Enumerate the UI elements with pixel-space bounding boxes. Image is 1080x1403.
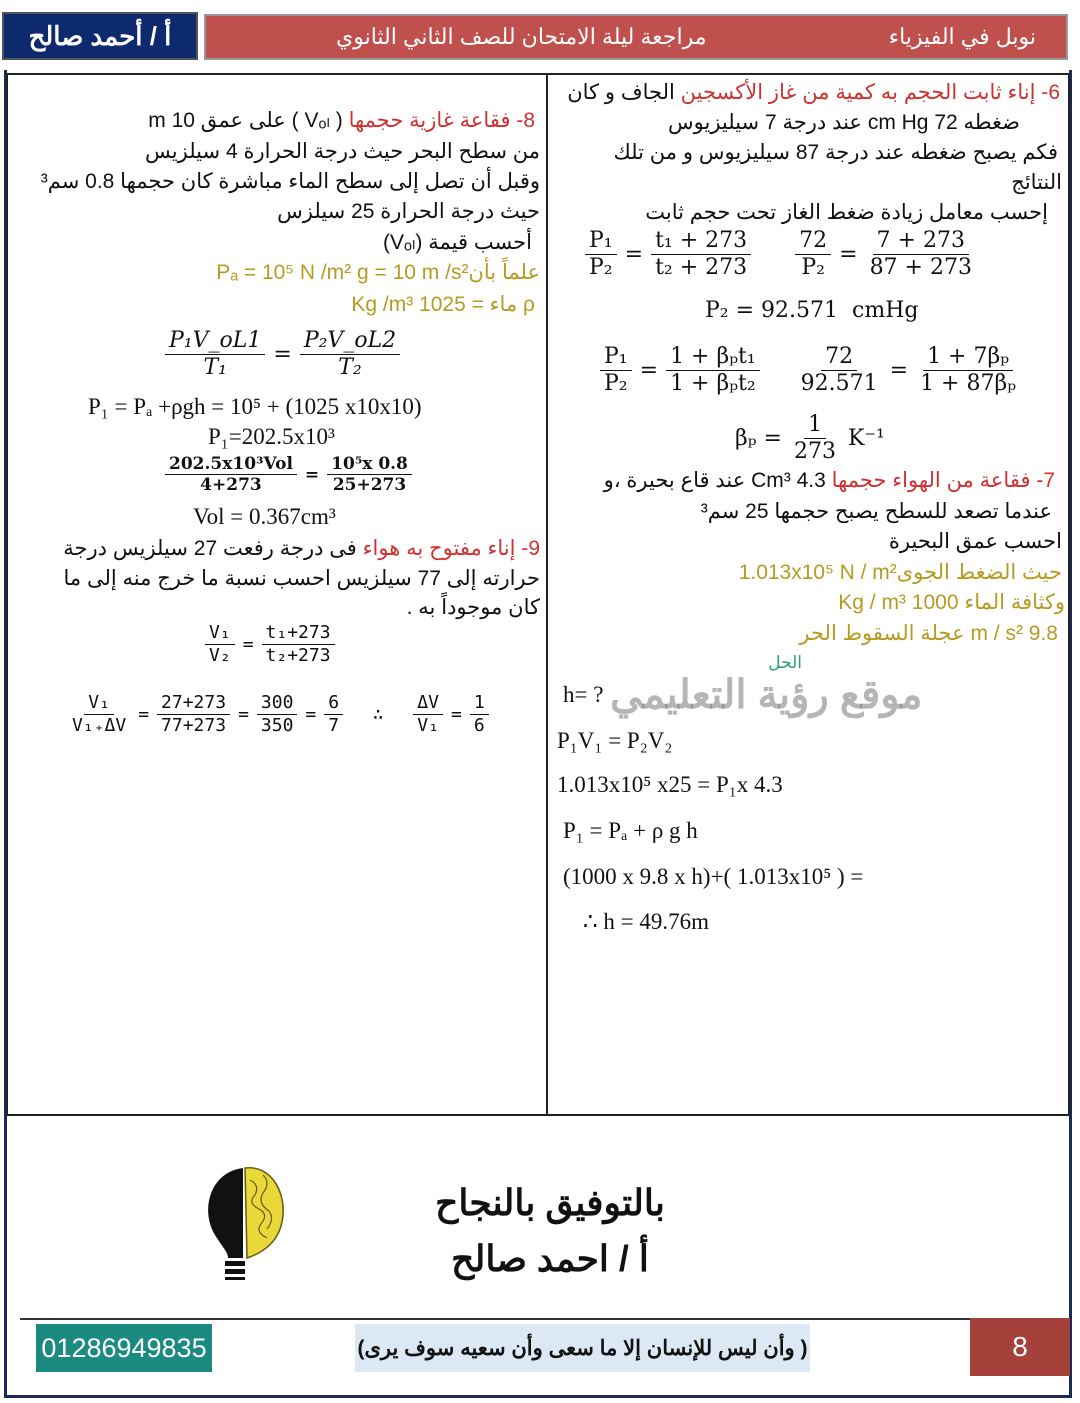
q8-line5: أحسب قيمة (Vₒₗ) xyxy=(382,231,532,254)
denominator: P₂ xyxy=(604,371,628,397)
fraction xyxy=(797,344,882,398)
q8-text: ( Vₒₗ ) على عمق 10 m xyxy=(148,109,349,132)
numerator: P₁ xyxy=(600,344,632,371)
q7-heading: 7- فقاعة من الهواء حجمها xyxy=(831,469,1055,492)
q8-equation-4 xyxy=(165,454,412,496)
q9-equation-1 xyxy=(205,622,335,666)
q8-heading: 8- فقاعة غازية حجمها xyxy=(348,109,535,132)
q6-line2: ضغطه 72 cm Hg عند درجة 7 سيليزيوس xyxy=(668,111,1020,134)
q9-equation-2 xyxy=(68,692,489,736)
phone-number: 01286949835 xyxy=(36,1324,212,1372)
denominator: t₂ + 273 xyxy=(655,255,748,281)
fraction xyxy=(257,692,298,736)
math-operator: = xyxy=(273,342,292,368)
denominator: V₁ xyxy=(417,714,439,736)
watermark-logo: موقع رؤية التعليمي xyxy=(610,673,923,717)
q6-line1 xyxy=(567,78,1060,108)
math-operator: = xyxy=(639,358,659,384)
q8-equation-3: P₁=202.5x10³ xyxy=(208,424,335,449)
denominator: 77+273 xyxy=(161,714,227,736)
q8-line3: وقبل أن تصل إلى سطح الماء مباشرة كان حجمها 0.8 سم³ xyxy=(40,170,540,193)
subject-title: نوبل في الفيزياء xyxy=(888,24,1036,49)
q6-heading: 6- إناء ثابت الحجم به كمية من غاز الأكسجين xyxy=(680,81,1060,104)
numerator: t₁ + 273 xyxy=(651,228,751,255)
q8-line1 xyxy=(148,106,535,136)
denominator: P₂ xyxy=(801,255,825,281)
q7-line3: احسب عمق البحيرة xyxy=(888,530,1062,553)
math-operator: βₚ = xyxy=(735,426,782,452)
numerator: P₁ xyxy=(585,228,617,255)
math-operator: = xyxy=(238,703,249,725)
solution-label: الحل xyxy=(768,653,802,672)
footer-divider xyxy=(20,1318,970,1320)
fraction xyxy=(790,412,840,466)
numerator: 6 xyxy=(324,692,343,715)
fraction xyxy=(916,344,1020,398)
q8-equation-2: P₁ = Pₐ +ρgh = 10⁵ + (1025 x10x10) xyxy=(88,394,422,419)
header-bar xyxy=(204,14,1068,60)
numerator: ΔV xyxy=(413,692,443,715)
fraction xyxy=(68,692,130,736)
numerator: V₁ xyxy=(84,692,114,715)
denominator: 25+273 xyxy=(332,475,407,496)
signature-text: أ / احمد صالح xyxy=(451,1238,649,1279)
math-operator xyxy=(759,242,787,267)
fraction xyxy=(666,344,760,398)
math-operator: = xyxy=(889,358,909,384)
q6-equation-3 xyxy=(600,344,1020,398)
q7-step: P₁ = Pₐ + ρ g h xyxy=(563,818,698,843)
fraction xyxy=(866,228,976,282)
q7-given-3: 9.8 m / s² عجلة السقوط الحر xyxy=(799,622,1058,645)
good-luck-text: بالتوفيق بالنجاح xyxy=(435,1182,665,1223)
numerator: 1 xyxy=(470,692,489,715)
fraction xyxy=(205,622,235,666)
q7-step: ∴ h = 49.76m xyxy=(583,909,709,934)
denominator: 92.571 xyxy=(800,371,878,397)
q8-line2: من سطح البحر حيث درجة الحرارة 4 سيلزيس xyxy=(145,140,540,163)
fraction xyxy=(262,622,335,666)
fraction xyxy=(165,328,265,382)
fraction xyxy=(470,692,489,736)
numerator: t₁+273 xyxy=(262,622,335,645)
fraction xyxy=(651,228,751,282)
q7-step: (1000 x 9.8 x h)+( 1.013x10⁵ ) = xyxy=(563,864,864,889)
q9-text: فى درجة رفعت 27 سيلزيس درجة xyxy=(63,537,363,560)
q7-step: P₁V₁ = P₂V₂ xyxy=(557,728,673,753)
math-operator: = xyxy=(304,464,320,485)
math-operator: = xyxy=(450,703,462,725)
closing-message xyxy=(400,1175,700,1287)
math-operator: P₂ = 92.571 cmHg xyxy=(705,298,919,323)
q8-given-2: ρ ماء = 1025 Kg /m³ xyxy=(351,293,535,316)
denominator: P₂ xyxy=(589,255,613,281)
q6-equation-2 xyxy=(705,298,918,323)
denominator: 273 xyxy=(793,439,836,465)
q7-step: h= ? xyxy=(563,682,604,707)
numerator: 72 xyxy=(795,228,831,255)
fraction xyxy=(600,344,632,398)
q8-given-1: علماً بأنPₐ = 10⁵ N /m² g = 10 m /s² xyxy=(216,261,540,284)
math-operator: = xyxy=(138,703,150,725)
fraction xyxy=(413,692,443,736)
q7-step: 1.013x10⁵ x25 = P₁x 4.3 xyxy=(557,772,783,797)
fraction xyxy=(324,692,343,736)
fraction xyxy=(795,228,831,282)
fraction xyxy=(585,228,617,282)
denominator: T₂ xyxy=(338,355,362,381)
q9-line1 xyxy=(63,534,540,564)
math-operator xyxy=(768,358,789,383)
q9-line3: كان موجوداً به . xyxy=(406,596,540,619)
q6-line5: إحسب معامل زيادة ضغط الغاز تحت حجم ثابت xyxy=(645,201,1048,224)
lightbulb-brain-icon xyxy=(195,1140,315,1280)
fraction xyxy=(300,328,400,382)
denominator: V₁₊ΔV xyxy=(72,714,127,736)
column-divider xyxy=(546,73,548,1116)
numerator: 1 + βₚt₁ xyxy=(666,344,760,371)
q7-given-2: وكثافة الماء 1000 Kg / m³ xyxy=(838,591,1065,614)
numerator: V₁ xyxy=(205,622,235,645)
denominator: 87 + 273 xyxy=(869,255,972,281)
math-operator: ∴ xyxy=(351,703,406,725)
numerator: P₁V_oL1 xyxy=(165,328,265,355)
numerator: 1 xyxy=(804,412,826,439)
fraction xyxy=(327,454,412,496)
math-operator: = xyxy=(624,242,644,268)
math-operator: = xyxy=(242,633,254,655)
numerator: 1 + 7βₚ xyxy=(923,344,1013,371)
q7-line1 xyxy=(604,466,1055,496)
q6-text: الجاف و كان xyxy=(567,81,681,104)
q8-line4: حيث درجة الحرارة 25 سيلزس xyxy=(277,200,540,223)
denominator: V₂ xyxy=(209,644,231,666)
numerator: 202.5x10³Vol xyxy=(165,454,297,475)
fraction xyxy=(157,692,230,736)
numerator: 300 xyxy=(257,692,298,715)
q7-given-1: حيث الضغط الجوى1.013x10⁵ N / m² xyxy=(738,561,1062,584)
denominator: 4+273 xyxy=(200,475,262,496)
math-operator: = xyxy=(839,242,858,268)
denominator: t₂+273 xyxy=(265,644,331,666)
denominator: 1 + 87βₚ xyxy=(920,371,1016,397)
q7-line2: عندما تصعد للسطح يصبح حجمها 25 سم³ xyxy=(700,500,1052,523)
numerator: 10⁵x 0.8 xyxy=(327,454,412,475)
denominator: 7 xyxy=(328,714,340,736)
q8-equation-1 xyxy=(165,328,400,382)
numerator: 7 + 273 xyxy=(873,228,969,255)
numerator: P₂V_oL2 xyxy=(300,328,400,355)
denominator: 350 xyxy=(260,714,294,736)
numerator: 72 xyxy=(821,344,857,371)
exam-title: مراجعة ليلة الامتحان للصف الثاني الثانوي xyxy=(336,24,707,49)
math-operator: = xyxy=(305,703,317,725)
fraction xyxy=(165,454,297,496)
teacher-name-header: أ / أحمد صالح xyxy=(2,12,198,60)
q8-equation-5: Vol = 0.367cm³ xyxy=(193,504,336,529)
q6-line3: فكم يصبح ضغطه عند درجة 87 سيليزيوس و من تلك xyxy=(613,141,1058,164)
math-operator: K⁻¹ xyxy=(847,426,885,452)
page-number: 8 xyxy=(970,1318,1070,1376)
q6-line4: النتائج xyxy=(1011,171,1062,194)
q7-text: 4.3 Cm³ عند قاع بحيرة ،و xyxy=(603,469,832,492)
numerator: 27+273 xyxy=(157,692,230,715)
q9-heading: 9- إناء مفتوح به هواء xyxy=(362,537,540,560)
q6-equation-1 xyxy=(585,228,976,282)
q6-equation-4 xyxy=(735,412,885,466)
denominator: 1 + βₚt₂ xyxy=(670,371,756,397)
q9-line2: حرارته إلى 77 سيلزيس احسب نسبة ما خرج منه إلى ما xyxy=(63,567,540,590)
denominator: 6 xyxy=(473,714,485,736)
denominator: T₁ xyxy=(203,355,227,381)
quran-verse: ( وأن ليس للإنسان إلا ما سعى وأن سعيه سوف يرى) xyxy=(355,1324,810,1372)
